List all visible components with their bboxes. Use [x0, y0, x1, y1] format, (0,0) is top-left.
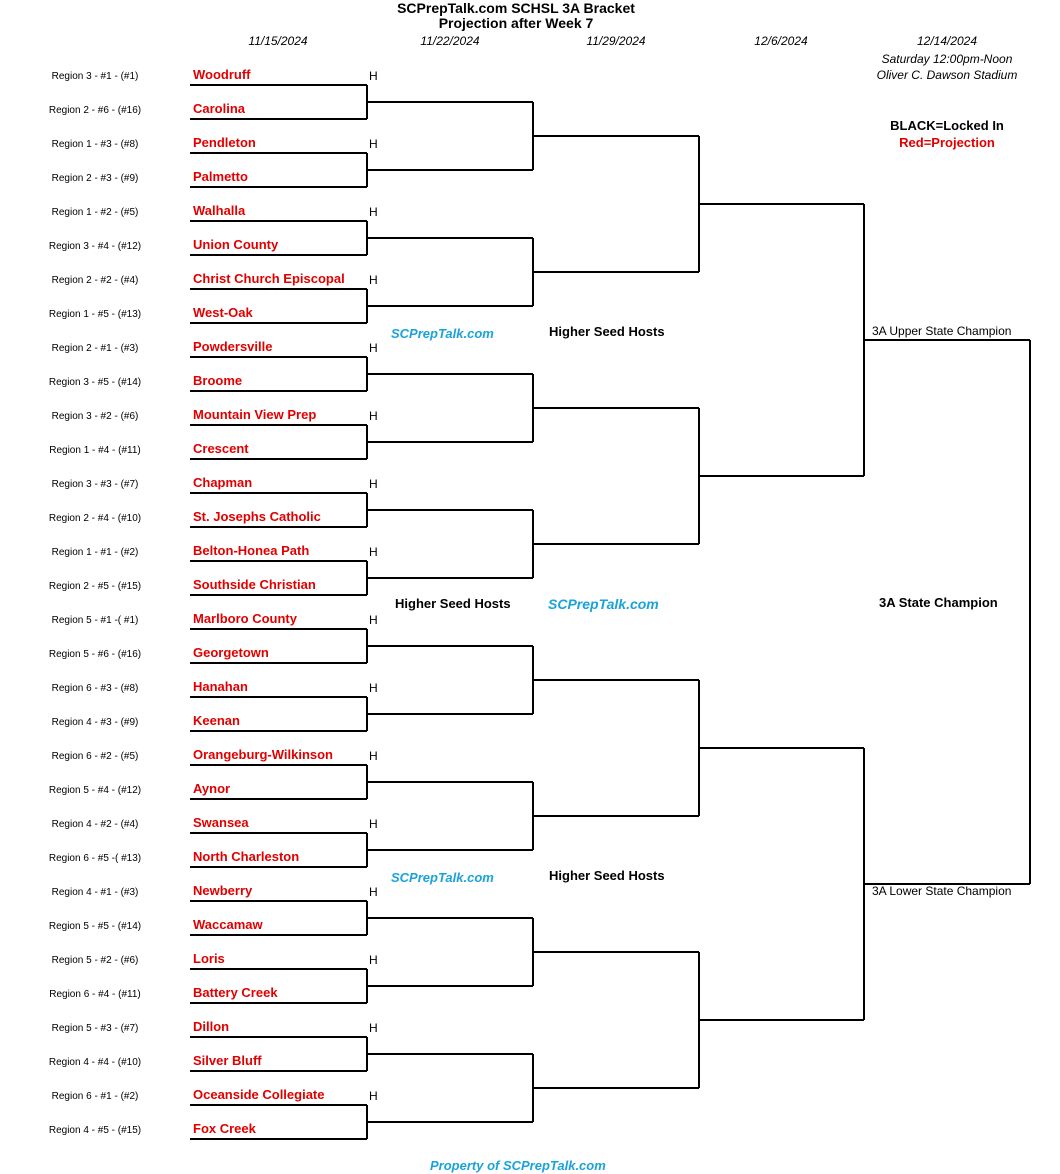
team-name: Georgetown — [193, 645, 269, 660]
team-name: Crescent — [193, 441, 249, 456]
seed-label: Region 6 - #3 - (#8) — [51, 683, 139, 694]
team-name: Battery Creek — [193, 985, 278, 1000]
team-name: Christ Church Episcopal — [193, 271, 345, 286]
seed-label: Region 5 - #1 -( #1) — [51, 615, 139, 626]
state-champion-label: 3A State Champion — [879, 595, 998, 610]
host-marker: H — [369, 681, 378, 695]
seed-label: Region 4 - #5 - (#15) — [48, 1125, 142, 1136]
final-venue: Oliver C. Dawson Stadium — [876, 68, 1018, 82]
seed-label: Region 2 - #4 - (#10) — [48, 513, 142, 524]
seed-label: Region 3 - #5 - (#14) — [48, 377, 142, 388]
team-name: Hanahan — [193, 679, 248, 694]
host-marker: H — [369, 545, 378, 559]
watermark-text: SCPrepTalk.com — [548, 596, 659, 612]
team-name: Swansea — [193, 815, 249, 830]
seed-label: Region 6 - #5 -( #13) — [48, 853, 142, 864]
seed-label: Region 2 - #1 - (#3) — [51, 343, 139, 354]
seed-label: Region 1 - #3 - (#8) — [51, 139, 139, 150]
legend-projection: Red=Projection — [899, 135, 995, 150]
team-name: Marlboro County — [193, 611, 297, 626]
seed-label: Region 3 - #3 - (#7) — [51, 479, 139, 490]
host-marker: H — [369, 885, 378, 899]
legend-locked: BLACK=Locked In — [890, 118, 1004, 133]
host-marker: H — [369, 341, 378, 355]
seed-label: Region 2 - #5 - (#15) — [48, 581, 142, 592]
team-name: Walhalla — [193, 203, 246, 218]
team-name: Oceanside Collegiate — [193, 1087, 325, 1102]
seed-label: Region 5 - #4 - (#12) — [48, 785, 142, 796]
team-name: Keenan — [193, 713, 240, 728]
higher-seed-hosts-text: Higher Seed Hosts — [549, 868, 665, 883]
seed-label: Region 5 - #3 - (#7) — [51, 1023, 139, 1034]
team-name: North Charleston — [193, 849, 300, 864]
team-name: Waccamaw — [193, 917, 263, 932]
seed-label: Region 4 - #3 - (#9) — [51, 717, 139, 728]
host-marker: H — [369, 137, 378, 151]
seed-label: Region 1 - #1 - (#2) — [51, 547, 139, 558]
team-name: Powdersville — [193, 339, 273, 354]
team-name: Southside Christian — [193, 577, 316, 592]
host-marker: H — [369, 69, 378, 83]
seed-label: Region 1 - #5 - (#13) — [48, 309, 142, 320]
team-name: Woodruff — [193, 67, 251, 82]
host-marker: H — [369, 1021, 378, 1035]
host-marker: H — [369, 953, 378, 967]
watermark-text: SCPrepTalk.com — [391, 870, 494, 885]
team-name: Loris — [193, 951, 225, 966]
team-name: Aynor — [193, 781, 231, 796]
seed-label: Region 5 - #6 - (#16) — [48, 649, 142, 660]
round-2-date: 11/22/2024 — [420, 34, 480, 48]
round-1-date: 11/15/2024 — [248, 34, 308, 48]
host-marker: H — [369, 273, 378, 287]
seed-label: Region 4 - #1 - (#3) — [51, 887, 139, 898]
final-time: Saturday 12:00pm-Noon — [881, 52, 1013, 66]
final-date: 12/14/2024 — [916, 34, 978, 48]
seed-label: Region 3 - #2 - (#6) — [51, 411, 139, 422]
host-marker: H — [369, 1089, 378, 1103]
seed-label: Region 6 - #2 - (#5) — [51, 751, 139, 762]
higher-seed-hosts-text: Higher Seed Hosts — [395, 596, 511, 611]
host-marker: H — [369, 749, 378, 763]
lower-state-champion-label: 3A Lower State Champion — [872, 884, 1012, 898]
seed-label: Region 1 - #2 - (#5) — [51, 207, 139, 218]
team-name: Fox Creek — [193, 1121, 256, 1136]
seed-label: Region 5 - #2 - (#6) — [51, 955, 139, 966]
host-marker: H — [369, 477, 378, 491]
bracket-subtitle: Projection after Week 7 — [438, 15, 594, 31]
team-name: Palmetto — [193, 169, 248, 184]
round-3-date: 11/29/2024 — [586, 34, 646, 48]
seed-label: Region 6 - #1 - (#2) — [51, 1091, 139, 1102]
team-name: Newberry — [193, 883, 253, 898]
team-name: Orangeburg-Wilkinson — [193, 747, 333, 762]
seed-label: Region 2 - #3 - (#9) — [51, 173, 139, 184]
seed-label: Region 3 - #4 - (#12) — [48, 241, 142, 252]
team-name: Carolina — [193, 101, 246, 116]
seed-label: Region 4 - #2 - (#4) — [51, 819, 139, 830]
host-marker: H — [369, 205, 378, 219]
team-name: Belton-Honea Path — [193, 543, 310, 558]
upper-state-champion-label: 3A Upper State Champion — [872, 324, 1012, 338]
team-name: Silver Bluff — [193, 1053, 262, 1068]
seed-label: Region 5 - #5 - (#14) — [48, 921, 142, 932]
seed-label: Region 2 - #6 - (#16) — [48, 105, 142, 116]
team-name: Union County — [193, 237, 279, 252]
watermark-text: SCPrepTalk.com — [391, 326, 494, 341]
team-name: St. Josephs Catholic — [193, 509, 321, 524]
higher-seed-hosts-text: Higher Seed Hosts — [549, 324, 665, 339]
footer-text: Property of SCPrepTalk.com — [430, 1158, 606, 1173]
host-marker: H — [369, 409, 378, 423]
seed-label: Region 3 - #1 - (#1) — [51, 71, 139, 82]
team-name: Chapman — [193, 475, 253, 490]
team-name: Dillon — [193, 1019, 230, 1034]
host-marker: H — [369, 613, 378, 627]
team-name: West-Oak — [193, 305, 253, 320]
seed-label: Region 1 - #4 - (#11) — [49, 445, 141, 456]
bracket-title: SCPrepTalk.com SCHSL 3A Bracket — [397, 0, 635, 16]
host-marker: H — [369, 817, 378, 831]
seed-label: Region 4 - #4 - (#10) — [48, 1057, 142, 1068]
round-4-date: 12/6/2024 — [754, 34, 808, 48]
team-name: Pendleton — [193, 135, 256, 150]
team-name: Mountain View Prep — [193, 407, 317, 422]
seed-label: Region 2 - #2 - (#4) — [51, 275, 139, 286]
team-name: Broome — [193, 373, 243, 388]
seed-label: Region 6 - #4 - (#11) — [49, 989, 141, 1000]
